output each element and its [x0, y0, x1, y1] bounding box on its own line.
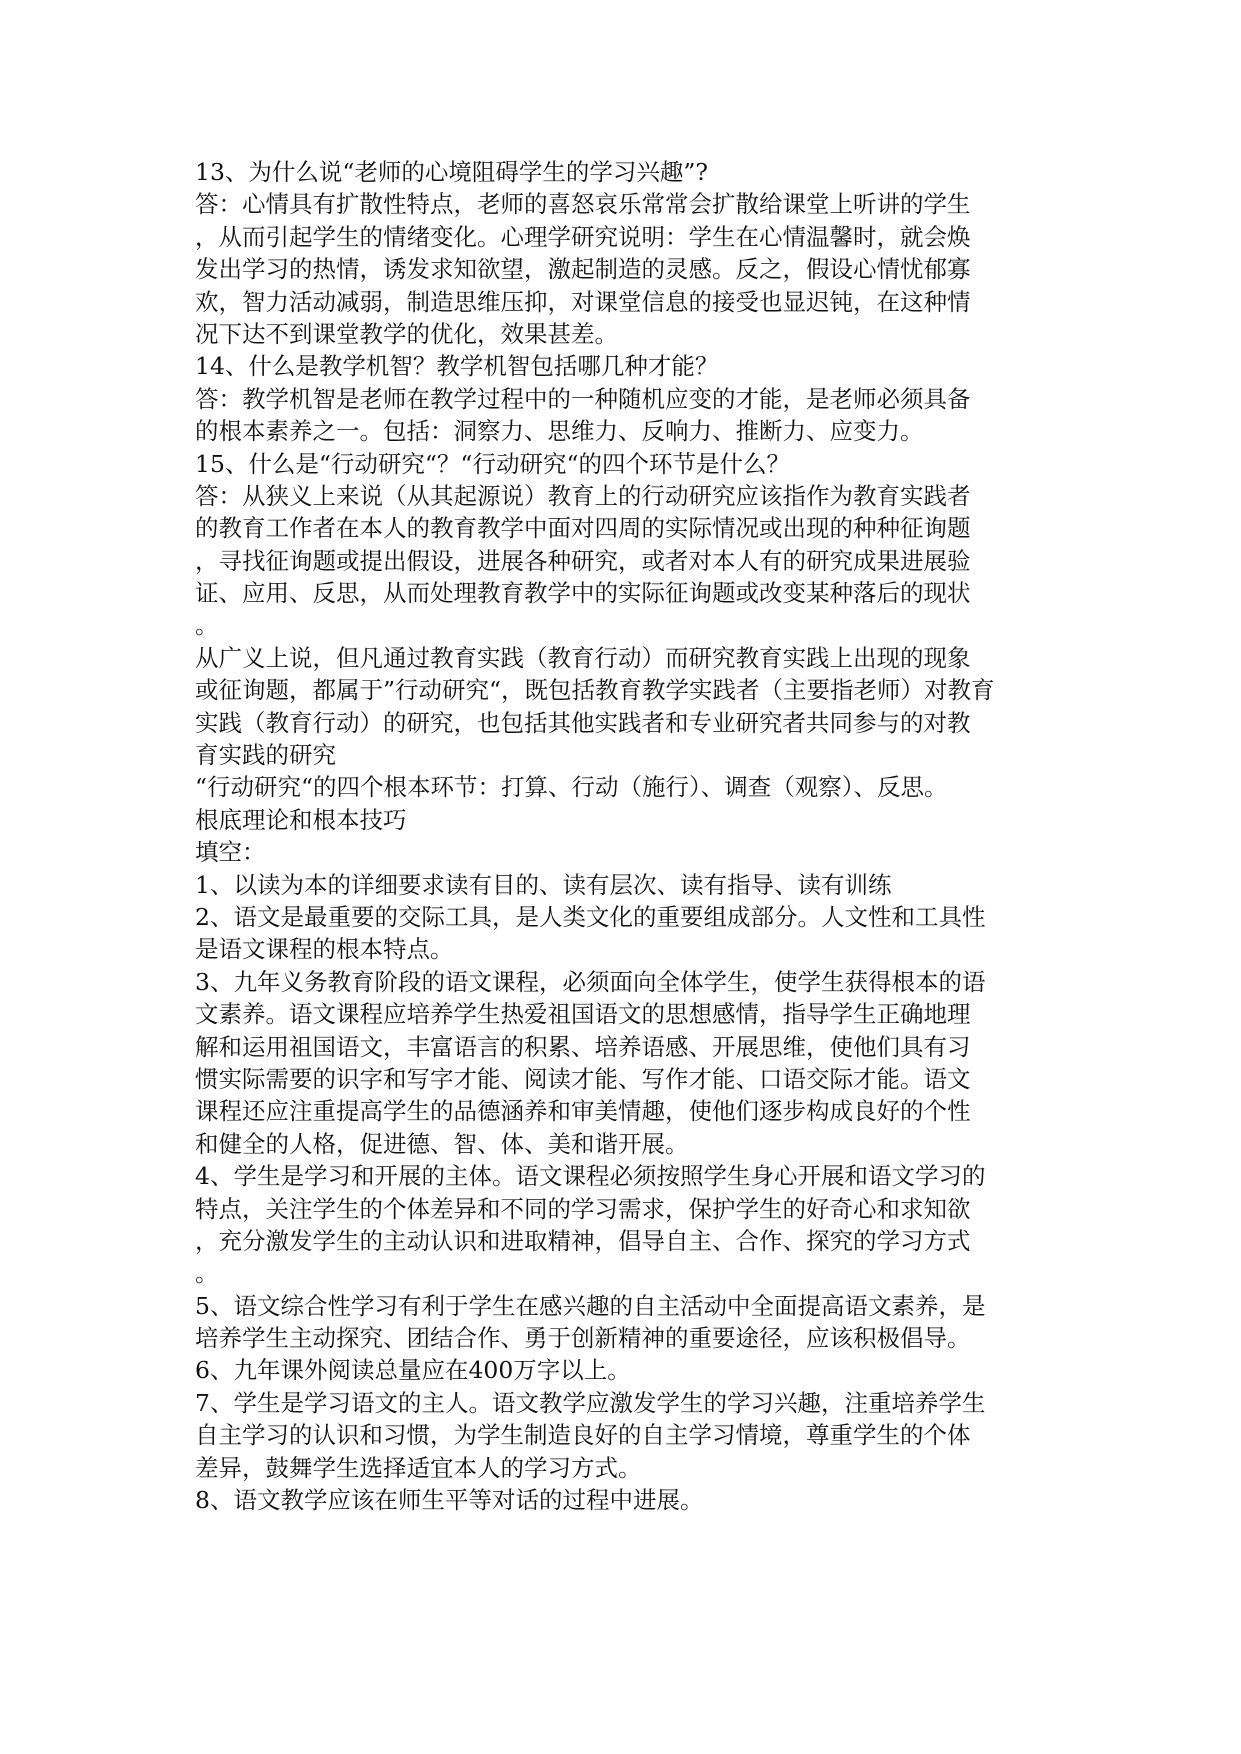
text-line: 答：教学机智是老师在教学过程中的一种随机应变的才能，是老师必须具备: [195, 384, 971, 413]
text-line: 特点，关注学生的个体差异和不同的学习需求，保护学生的好奇心和求知欲: [195, 1194, 971, 1223]
text-line: 15、什么是“行动研究“？“行动研究“的四个环节是什么？: [195, 449, 790, 478]
text-line: 自主学习的认识和习惯，为学生制造良好的自主学习情境，尊重学生的个体: [195, 1421, 971, 1450]
text-line: 14、什么是教学机智？教学机智包括哪几种才能？: [195, 352, 719, 381]
text-line: 育实践的研究: [195, 741, 336, 770]
text-line: 。: [195, 611, 219, 640]
text-line: 文素养。语文课程应培养学生热爱祖国语文的思想感情，指导学生正确地理: [195, 1000, 971, 1029]
text-line: 和健全的人格，促进德、智、体、美和谐开展。: [195, 1129, 689, 1158]
text-line: 13、为什么说“老师的心境阻碍学生的学习兴趣”?: [195, 158, 709, 186]
text-line: 答：从狭义上来说（从其起源说）教育上的行动研究应该指作为教育实践者: [195, 481, 971, 510]
text-line: 根底理论和根本技巧: [195, 805, 407, 834]
text-line: 实践（教育行动）的研究，也包括其他实践者和专业研究者共同参与的对教: [195, 708, 971, 737]
text-line: 是语文课程的根本特点。: [195, 935, 454, 964]
text-line: 从广义上说，但凡通过教育实践（教育行动）而研究教育实践上出现的现象: [195, 643, 971, 672]
text-line: ，寻找征询题或提出假设，进展各种研究，或者对本人有的研究成果进展验: [195, 546, 971, 575]
text-line: ，从而引起学生的情绪变化。心理学研究说明：学生在心情温馨时，就会焕: [195, 222, 971, 251]
text-line: ，充分激发学生的主动认识和进取精神，倡导自主、合作、探究的学习方式: [195, 1226, 971, 1255]
text-line: 欢，智力活动减弱，制造思维压抑，对课堂信息的接受也显迟钝，在这种情: [195, 287, 971, 316]
document-page: [195, 156, 1075, 1516]
text-line: 7、学生是学习语文的主人。语文教学应激发学生的学习兴趣，注重培养学生: [195, 1388, 986, 1417]
text-line: 发出学习的热情，诱发求知欲望，激起制造的灵感。反之，假设心情忧郁寡: [195, 255, 971, 284]
text-line: 培养学生主动探究、团结合作、勇于创新精神的重要途径，应该积极倡导。: [195, 1324, 971, 1353]
text-line: 答：心情具有扩散性特点，老师的喜怒哀乐常常会扩散给课堂上听讲的学生: [195, 190, 971, 219]
text-line: 8、语文教学应该在师生平等对话的过程中进展。: [195, 1486, 704, 1515]
text-line: 解和运用祖国语文，丰富语言的积累、培养语感、开展思维，使他们具有习: [195, 1032, 971, 1061]
text-line: 证、应用、反思，从而处理教育教学中的实际征询题或改变某种落后的现状: [195, 579, 971, 608]
text-line: 或征询题，都属于”行动研究“，既包括教育教学实践者（主要指老师）对教育: [195, 676, 995, 705]
text-line: 填空：: [195, 838, 266, 867]
text-line: 4、学生是学习和开展的主体。语文课程必须按照学生身心开展和语文学习的: [195, 1162, 986, 1191]
text-line: 1、以读为本的详细要求读有目的、读有层次、读有指导、读有训练: [195, 870, 892, 899]
text-line: 6、九年课外阅读总量应在400万字以上。: [195, 1356, 631, 1385]
text-line: 5、语文综合性学习有利于学生在感兴趣的自主活动中全面提高语文素养，是: [195, 1291, 986, 1320]
text-line: 3、九年义务教育阶段的语文课程，必须面向全体学生，使学生获得根本的语: [195, 967, 986, 996]
text-line: 2、语文是最重要的交际工具，是人类文化的重要组成部分。人文性和工具性: [195, 902, 986, 931]
text-line: 的根本素养之一。包括：洞察力、思维力、反响力、推断力、应变力。: [195, 417, 924, 446]
text-line: 课程还应注重提高学生的品德涵养和审美情趣，使他们逐步构成良好的个性: [195, 1097, 971, 1126]
text-line: 。: [195, 1259, 219, 1288]
text-line: 的教育工作者在本人的教育教学中面对四周的实际情况或出现的种种征询题: [195, 514, 971, 543]
text-line: 惯实际需要的识字和写字才能、阅读才能、写作才能、口语交际才能。语文: [195, 1064, 971, 1093]
text-line: “行动研究“的四个根本环节：打算、行动（施行）、调查（观察）、反思。: [195, 773, 948, 802]
text-line: 况下达不到课堂教学的优化，效果甚差。: [195, 319, 618, 348]
text-line: 差异，鼓舞学生选择适宜本人的学习方式。: [195, 1453, 642, 1482]
